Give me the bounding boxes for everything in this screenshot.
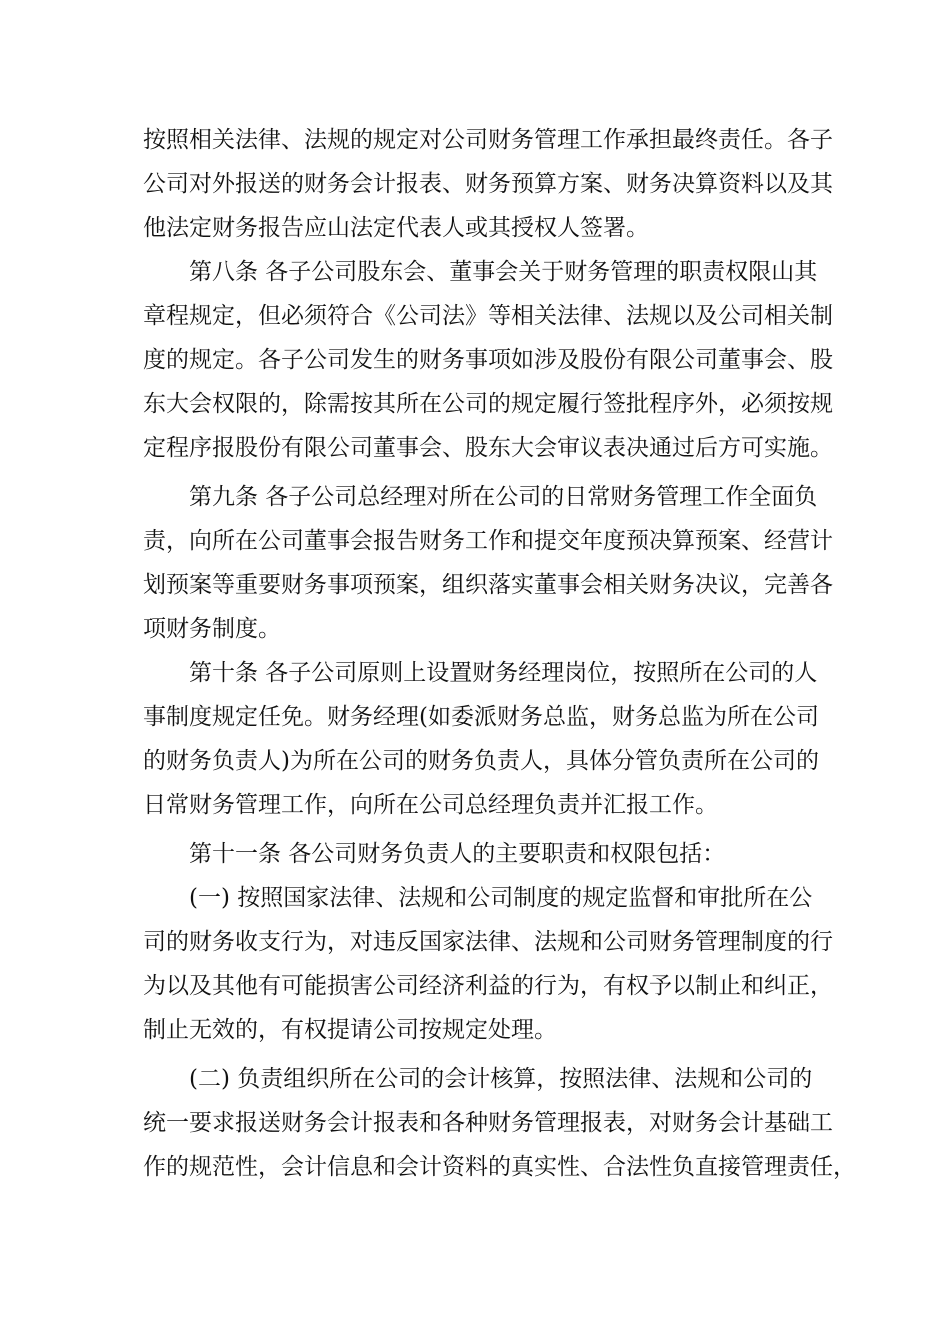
item-1-line: (一) 按照国家法律、法规和公司制度的规定监督和审批所在公 <box>189 885 813 911</box>
article-8-heading-line: 第八条 各子公司股东会、董事会关于财务管理的职责权限山其 <box>189 259 818 285</box>
text-line: 按照相关法律、法规的规定对公司财务管理工作承担最终责任。各子 <box>143 127 833 153</box>
text-line: 司的财务收支行为，对违反国家法律、法规和公司财务管理制度的行 <box>143 929 833 955</box>
text-line: 统一要求报送财务会计报表和各种财务管理报表，对财务会计基础工 <box>143 1110 833 1136</box>
text-line: 作的规范性，会计信息和会计资料的真实性、合法性负直接管理责任， <box>143 1154 856 1180</box>
text-line: 定程序报股份有限公司董事会、股东大会审议表决通过后方可实施。 <box>143 435 833 461</box>
article-9-heading-line: 第九条 各子公司总经理对所在公司的日常财务管理工作全面负 <box>189 484 818 510</box>
text-line: 项财务制度。 <box>143 616 281 642</box>
text-line: 划预案等重要财务事项预案，组织落实董事会相关财务决议，完善各 <box>143 572 833 598</box>
text-line: 的财务负责人)为所在公司的财务负责人，具体分管负责所在公司的 <box>143 748 819 774</box>
text-line: 他法定财务报告应山法定代表人或其授权人签署。 <box>143 215 649 241</box>
article-11-heading-line: 第十一条 各公司财务负责人的主要职责和权限包括： <box>189 841 726 867</box>
text-line: 公司对外报送的财务会计报表、财务预算方案、财务决算资料以及其 <box>143 171 833 197</box>
text-line: 责，向所在公司董事会报告财务工作和提交年度预决算预案、经营计 <box>143 528 833 554</box>
text-line: 度的规定。各子公司发生的财务事项如涉及股份有限公司董事会、股 <box>143 347 833 373</box>
text-line: 东大会权限的，除需按其所在公司的规定履行签批程序外，必须按规 <box>143 391 833 417</box>
text-line: 制止无效的，有权提请公司按规定处理。 <box>143 1017 557 1043</box>
text-line: 事制度规定任免。财务经理(如委派财务总监，财务总监为所在公司 <box>143 704 819 730</box>
text-line: 章程规定，但必须符合《公司法》等相关法律、法规以及公司相关制 <box>143 303 833 329</box>
article-10-heading-line: 第十条 各子公司原则上设置财务经理岗位，按照所在公司的人 <box>189 660 818 686</box>
text-line: 日常财务管理工作，向所在公司总经理负责并汇报工作。 <box>143 792 718 818</box>
item-2-line: (二) 负责组织所在公司的会计核算，按照法律、法规和公司的 <box>189 1066 813 1092</box>
text-line: 为以及其他有可能损害公司经济利益的行为，有权予以制止和纠正， <box>143 973 833 999</box>
